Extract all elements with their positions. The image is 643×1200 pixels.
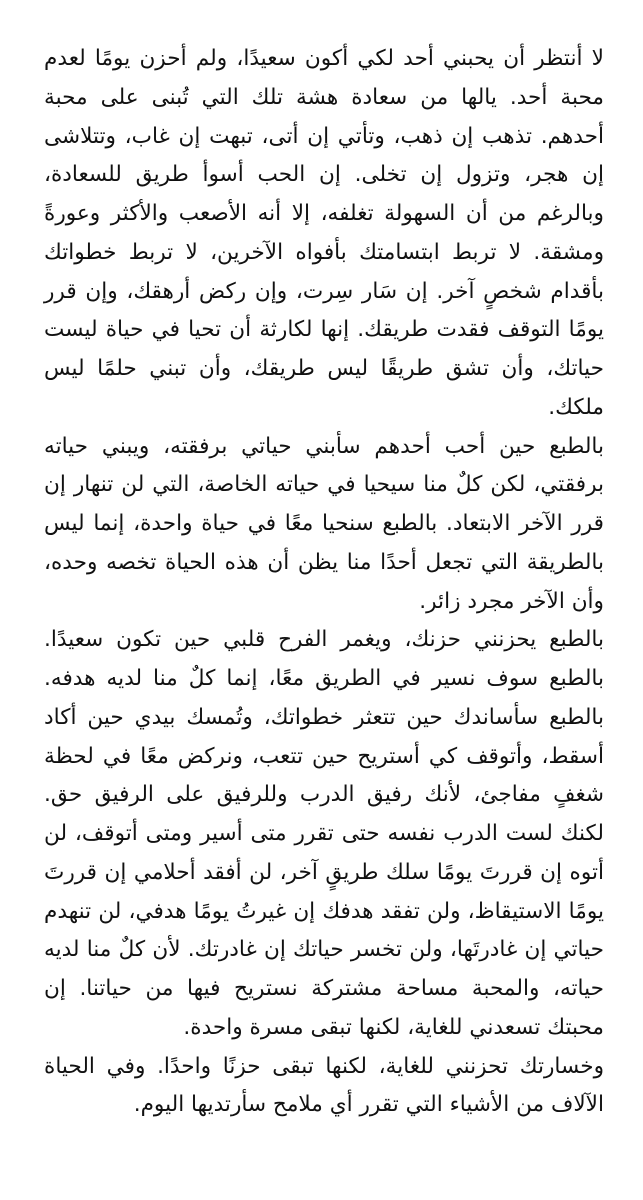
- document-body: [44, 40, 604, 1125]
- paragraph-4: وخسارتك تحزنني للغاية، لكنها تبقى حزنًا واحدًا. وفي الحياة الآلاف من الأشياء التي تقرر أي ملامح سأرتديها اليوم.: [44, 1053, 604, 1118]
- paragraph-3: بالطبع يحزنني حزنك، ويغمر الفرح قلبي حين تكون سعيدًا. بالطبع سوف نسير في الطريق معًا، إنما كلٌ منا لديه هدفه. بالطبع سأساندك حين تتعثر خطواتك، وتُمسك بيدي حين أكاد أسقط، وأتوقف كي أستريح حين تتعب، ونركض معًا في لحظة شغفٍ مفاجئ، لأنك رفيق الدرب وللرفيق على الرفيق حق. لكنك لست الدرب نفسه حتى تقرر متى أسير ومتى أتوقف، لن أتوه إن قررتَ يومًا سلك طريقٍ آخر، لن أفقد أحلامي إن قررتَ يومًا الاستيقاظ، ولن تفقد هدفك إن غيرتُ يومًا هدفي، لن تنهدم حياتي إن غادرتَها، ولن تخسر حياتك إن غادرتك. لأن كلٌ منا لديه حياته، والمحبة مساحة مشتركة نستريح فيها من حياتنا. إن محبتك تسعدني للغاية، لكنها تبقى مسرة واحدة.: [44, 627, 604, 1040]
- paragraph-2: بالطبع حين أحب أحدهم سأبني حياتي برفقته، ويبني حياته برفقتي، لكن كلٌ منا سيحيا في حياته الخاصة، التي لن تنهار إن قرر الآخر الابتعاد. بالطبع سنحيا معًا في حياة واحدة، إنما ليس بالطريقة التي تجعل أحدًا منا يظن أن هذه الحياة تخصه وحده، وأن الآخر مجرد زائر.: [44, 433, 604, 614]
- paragraph-1: لا أنتظر أن يحبني أحد لكي أكون سعيدًا، ولم أحزن يومًا لعدم محبة أحد. يالها من سعادة هشة تلك التي تُبنى على محبة أحدهم. تذهب إن ذهب، وتأتي إن أتى، تبهت إن غاب، وتتلاشى إن هجر، وتزول إن تخلى. إن الحب أسوأ طريق للسعادة، وبالرغم من أن السهولة تغلفه، إلا أنه الأصعب والأكثر وعورةً ومشقة. لا تربط ابتسامتك بأفواه الآخرين، لا تربط خطواتك بأقدام شخصٍ آخر. إن سَار سِرت، وإن ركض أرهقك، وإن قرر يومًا التوقف فقدت طريقك. إنها لكارثة أن تحيا في حياة ليست حياتك، وأن تشق طريقًا ليس طريقك، وأن تبني حلمًا ليس ملكك.: [44, 46, 604, 420]
